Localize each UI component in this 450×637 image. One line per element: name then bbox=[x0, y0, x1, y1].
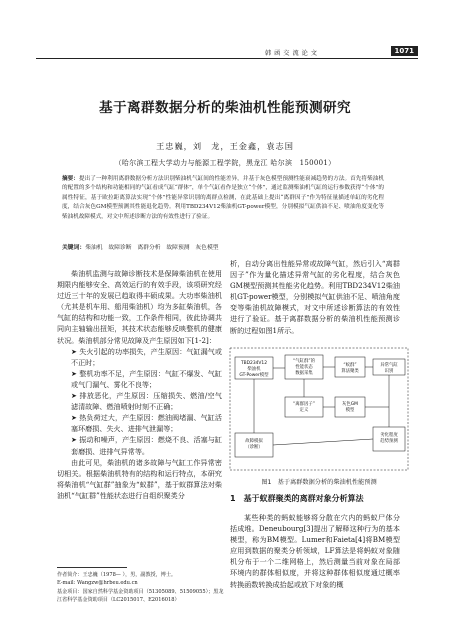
page-number: 1071 bbox=[391, 46, 418, 56]
label-grey-2: 模型 bbox=[345, 408, 355, 413]
label-outlier: 异常气缸 bbox=[380, 363, 398, 368]
label-factor: “离群因子” bbox=[292, 402, 316, 407]
affiliation: （哈尔滨工程大学动力与能源工程学院，黑龙江 哈尔滨 150001） bbox=[114, 159, 336, 167]
right-paragraph: 析，自动分离出性能异常或故障气缸，然后引入“离群因子”作为量化描述异常气缸的劣化程度，结合灰色GM模型预测其性能劣化趋势。利用TBD234V12柴油机GT-power模型，分别模拟气缸供油不足、喷油角度变等柴油机故障模式，对文中所述诊断算法的有效性进行了验证。基于离群数据分析的柴油机性能预测诊断的过程如图1所示。 bbox=[230, 259, 400, 335]
keywords-text: 柴油机 故障诊断 离群分析 故障预测 灰色模型 bbox=[85, 245, 219, 251]
intro-paragraph: 柴油机监测与故障诊断技术是保障柴油机在使用期限内能够安全、高效运行的有效手段，该项研究经过近三十年的发展已趋取得丰硕成果。大功率柴油机（尤其是机车用、船用柴油机）均为多缸柴油机，各气缸的结构和功能一致，工作条件相同，彼此协调共同向主轴输出扭矩，其技术状态能够反映整机的健康状况。柴油机部分常见故障及产生原因如下[1-2]： bbox=[57, 269, 222, 345]
journal-header: 韩 函 交 流 论 文 bbox=[265, 50, 318, 57]
label-model-3: GT-Power模型 bbox=[239, 373, 269, 378]
right-column bbox=[230, 258, 400, 336]
fault-item: ➤ 失火引起的功率损失，产生原因：气缸漏气或不正时； bbox=[71, 346, 222, 367]
fault-item: ➤ 热负荷过大，产生原因：燃油阀堵漏、气缸活塞环磨损、失火、进排气泄漏等； bbox=[71, 413, 222, 434]
label-herd-3: 数据采集 bbox=[295, 371, 313, 376]
section-body bbox=[230, 512, 400, 590]
label-herd: “气缸群”的 bbox=[292, 359, 316, 364]
label-model: TBD234V12 bbox=[240, 361, 268, 366]
funding: 基金项目：国家自然科学基金资助项目（51305089、51509055）；黑龙江省科学基金资助项目（LC2015017、E2016018） bbox=[57, 588, 224, 604]
label-outlier-2: 识别 bbox=[384, 369, 394, 374]
label-out: 劣化程度 bbox=[380, 433, 398, 438]
label-grey: 灰色GM bbox=[342, 402, 358, 407]
left-column bbox=[57, 268, 222, 501]
fault-item: ➤ 排放恶化，产生原因：压缩损失、燃油/空气滤清故障、燃油喷射时刻不正确； bbox=[71, 391, 222, 412]
abstract-text: 提出了一种利用离群数据分析方法识别柴油机气缸间的性能差异，并基于灰色模型预测性能衰减趋势的方法。首先将柴油机的配置的多个结构和功能相同的气缸看成气缸“群体”，单个气缸看作是独立“个体”，通过监测柴油机气缸的运行参数获得“个体”的属性特征，基于欧拉距离算法实现“个体”性能异常识别的离群点检测，在此基础上提出“离群因子”作为特征量描述单缸的劣化程度，结合灰色GM模型预测其性能退化趋势。利用TBD234V12柴油机GT-power模型，分别模拟气缸供油不足、喷油角度变化等柴油机故障模式，对文中所述诊断方法的有效性进行了验证。 bbox=[62, 176, 384, 220]
author-email: E-mail: Wangzw@hrbeu.edu.cn bbox=[57, 580, 138, 587]
label-herd-2: 性能状态 bbox=[295, 365, 313, 370]
authors: 王忠巍，刘 龙，王金鑫，袁志国 bbox=[156, 141, 294, 151]
label-model-2: 柴油机 bbox=[247, 367, 261, 372]
label-ant-2: 算法聚类 bbox=[341, 369, 359, 374]
fault-item: ➤ 振动和噪声，产生原因：燃烧不良、活塞与缸套磨损、进排气异常等。 bbox=[71, 435, 222, 456]
label-factor-2: 定义 bbox=[299, 408, 309, 413]
footnote bbox=[57, 571, 227, 605]
header-rule bbox=[36, 58, 418, 59]
fault-item: ➤ 整机功率不足，产生原因：气缸不爆发、气缸或气门漏气、雾化不良等； bbox=[71, 368, 222, 389]
method-paragraph: 由此可见，柴油机的诸多故障与气缸工作异常密切相关。根据柴油机特有的结构和运行特点，本研究将柴油机“气缸群”抽象为“蚁群”，基于蚁群算法对柴油机“气缸群”性能状态进行自组织聚类分 bbox=[57, 457, 222, 500]
box-grey bbox=[335, 397, 365, 417]
abstract-label: 摘要： bbox=[62, 176, 79, 182]
section-paragraph: 某些种类的蚂蚁能够将分散在穴内的蚂蚁尸体分括成堆。Deneubourg[3]提出了解释这种行为的基本模型，称为BM模型。Lumer和Faieta[4]将BM模型应用到数据的聚类分析领域，LF算法是将蚂蚁对象随机分布于一个二维网格上，然后测量当前对象在局部环境内的群体相似度，并将这种群体相似度通过概率转换函数转换成拾起或放下对象的概 bbox=[230, 513, 400, 589]
footnote-rule bbox=[57, 567, 127, 568]
abstract bbox=[62, 175, 384, 222]
keywords-label: 关键词： bbox=[62, 245, 86, 251]
keywords bbox=[62, 242, 384, 251]
label-out-2: 趋势预测 bbox=[380, 439, 398, 444]
label-ant: “蚁群” bbox=[343, 363, 357, 368]
figure-caption: 图1 基于离群数据分析的柴油机性能预测 bbox=[261, 479, 377, 486]
box-factor bbox=[285, 397, 323, 417]
label-diag: 故障模拟 bbox=[245, 439, 263, 444]
label-diag-2: （诊断） bbox=[245, 445, 263, 450]
paper-title: 基于离群数据分析的柴油机性能预测研究 bbox=[99, 100, 351, 116]
section-title: 1 基于蚁群聚类的离群对象分析算法 bbox=[230, 494, 364, 503]
author-bio: 作者简介：王忠巍（1978— ），男，副教授，博士。 bbox=[57, 572, 177, 578]
process-diagram bbox=[229, 347, 409, 471]
